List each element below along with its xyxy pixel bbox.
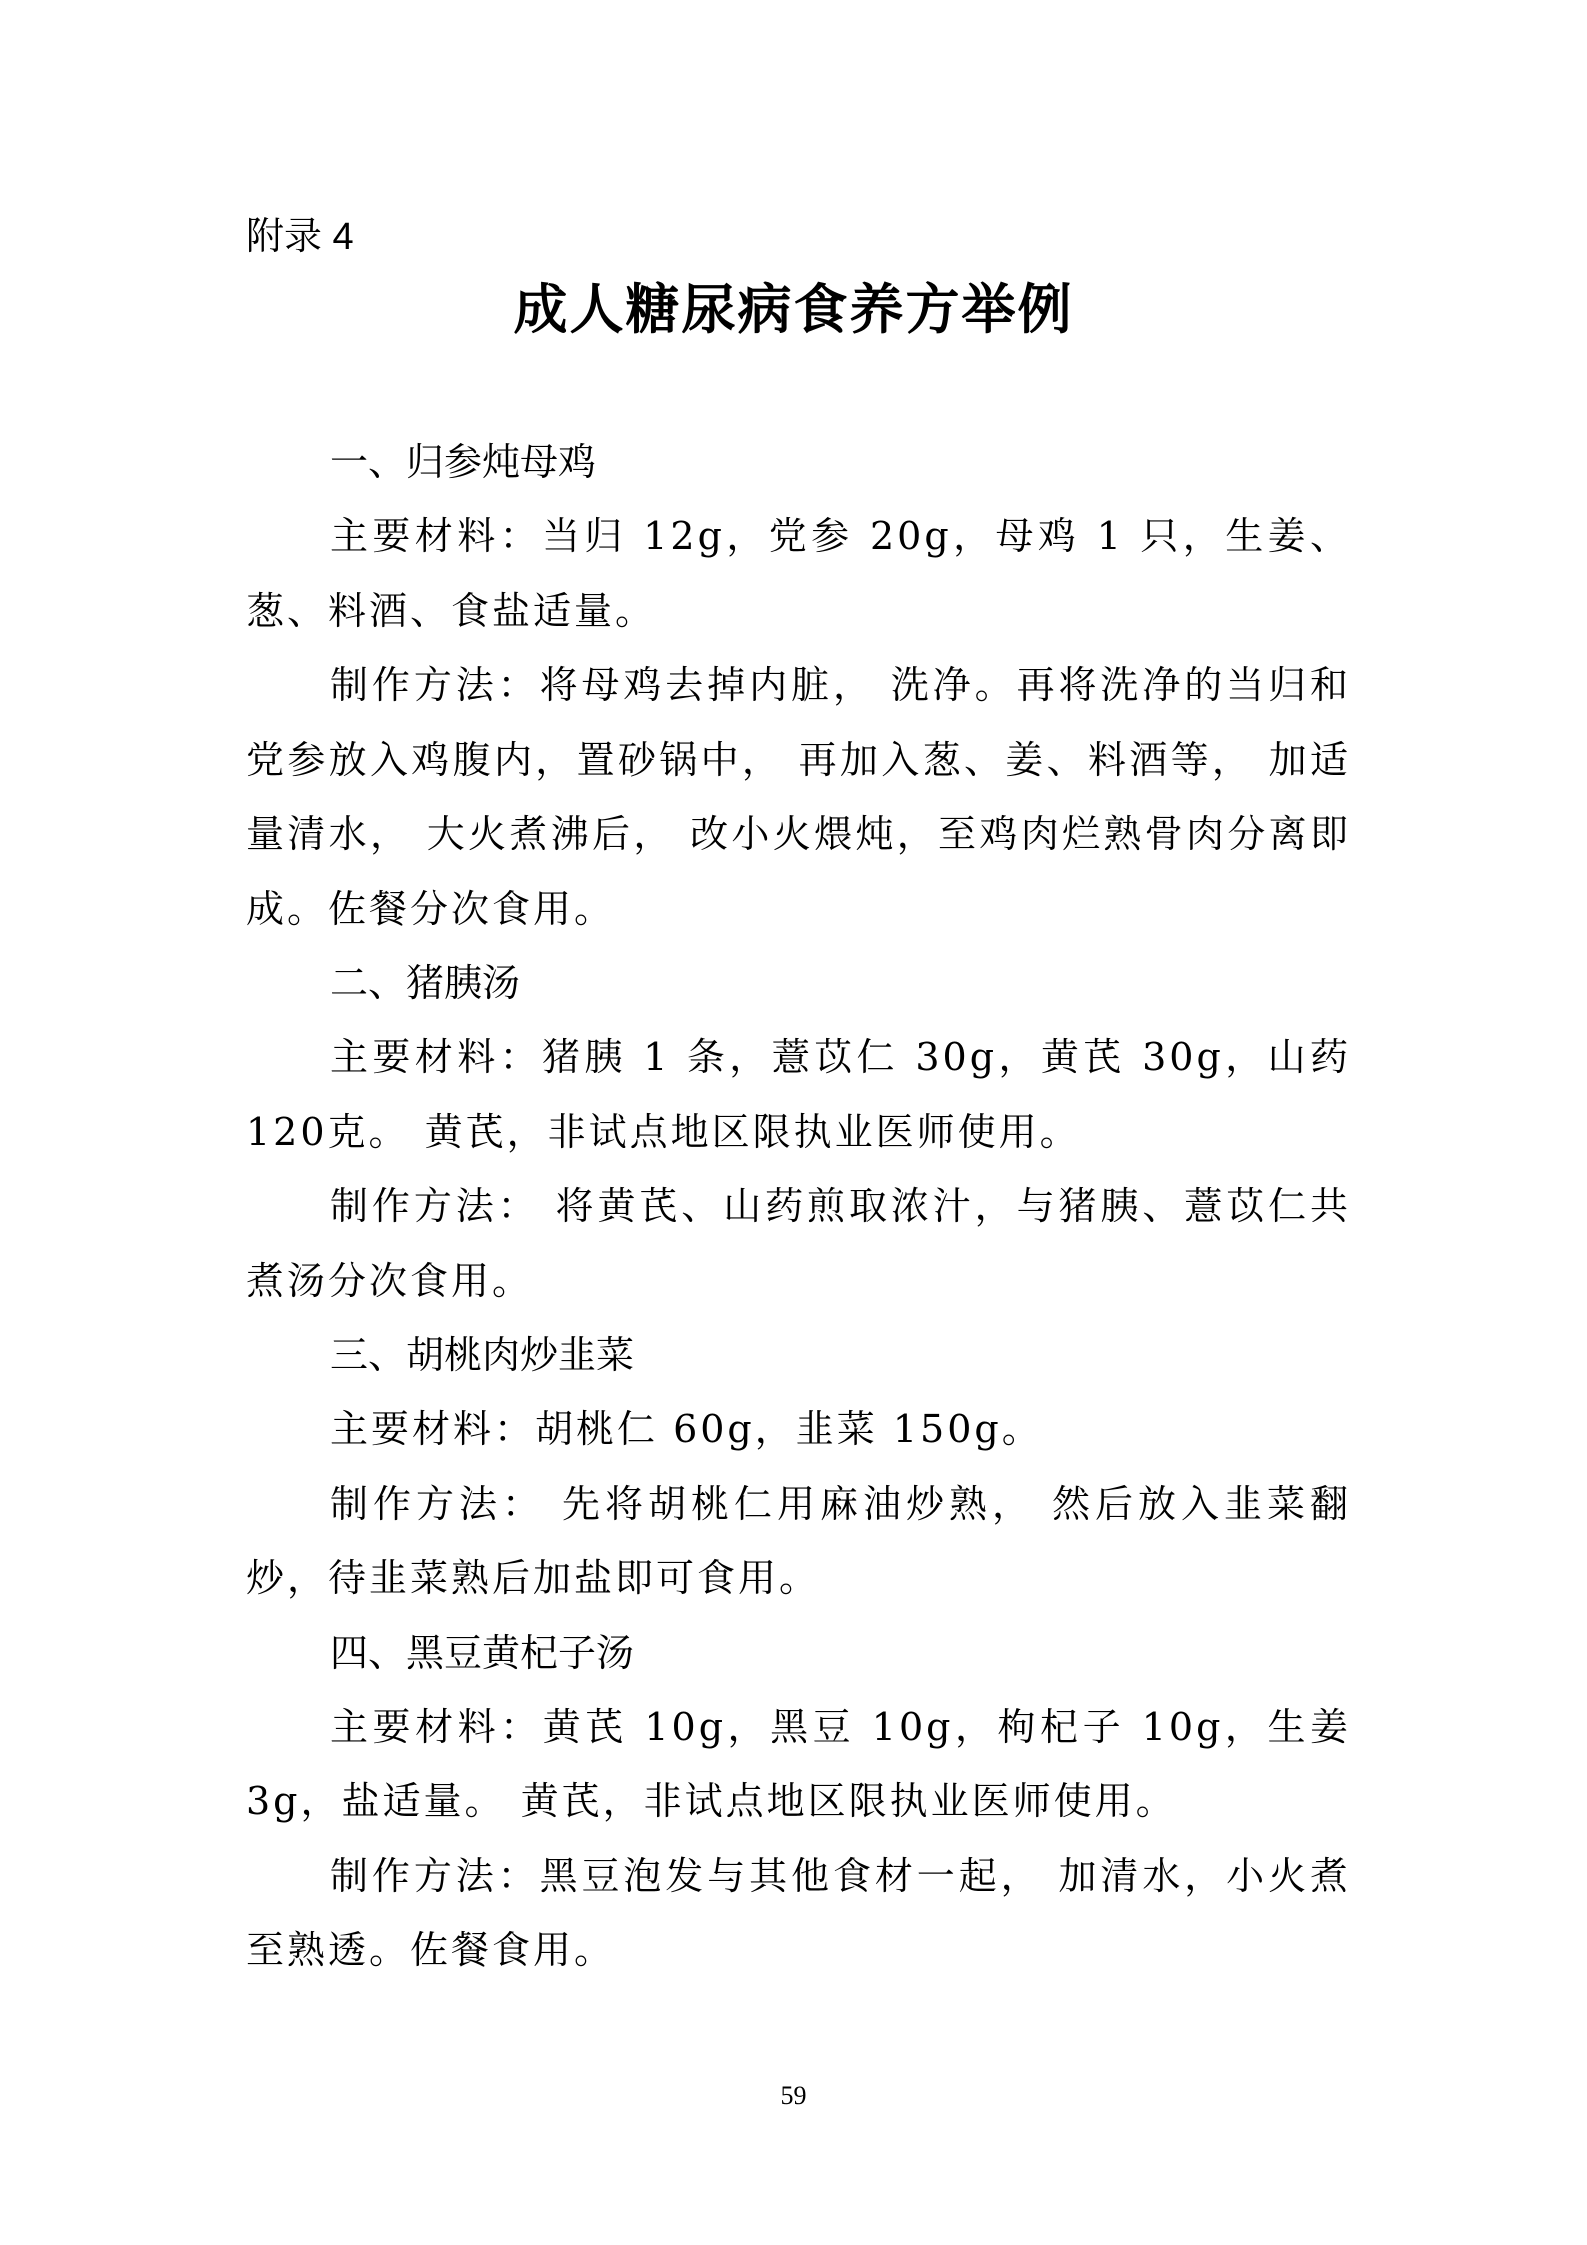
recipe-heading: 二、猪胰汤 [330,961,521,1005]
document-title: 成人糖尿病食养方举例 [513,278,1074,341]
page-number: 59 [780,2081,807,2110]
recipe-section-3 [246,1318,1351,1616]
recipe-materials: 主要材料：当归 12g，党参 20g，母鸡 1 只，生姜、葱、料酒、食盐适量。 [246,514,1351,633]
recipe-materials: 主要材料：黄芪 10g，黑豆 10g，枸杞子 10g，生姜 3g，盐适量。 黄芪，非试点地区限执业医师使用。 [246,1704,1351,1823]
recipe-section-1 [246,425,1351,946]
recipe-section-2 [246,946,1351,1318]
recipe-method: 制作方法：将母鸡去掉内脏， 洗净。再将洗净的当归和党参放入鸡腹内，置砂锅中， 再加入葱、姜、料酒等， 加适量清水， 大火煮沸后， 改小火煨炖，至鸡肉烂熟骨肉分离即成。佐餐分次食用。 [246,663,1351,931]
recipe-materials: 主要材料：胡桃仁 60g，韭菜 150g。 [330,1407,1043,1451]
recipe-method: 制作方法： 先将胡桃仁用麻油炒熟， 然后放入韭菜翻炒，待韭菜熟后加盐即可食用。 [246,1481,1351,1600]
recipe-materials: 主要材料：猪胰 1 条，薏苡仁 30g，黄芪 30g，山药 120克。 黄芪，非试点地区限执业医师使用。 [246,1035,1351,1154]
document-body [246,425,1351,1988]
recipe-method: 制作方法：黑豆泡发与其他食材一起， 加清水，小火煮至熟透。佐餐食用。 [246,1853,1351,1972]
recipe-method: 制作方法： 将黄芪、山药煎取浓汁，与猪胰、薏苡仁共煮汤分次食用。 [246,1184,1351,1303]
recipe-heading: 一、归参炖母鸡 [330,440,597,484]
appendix-label: 附录 4 [246,216,354,258]
recipe-heading: 三、胡桃肉炒韭菜 [330,1333,635,1377]
recipe-heading: 四、黑豆黄杞子汤 [330,1630,635,1675]
recipe-section-4 [246,1616,1351,1988]
